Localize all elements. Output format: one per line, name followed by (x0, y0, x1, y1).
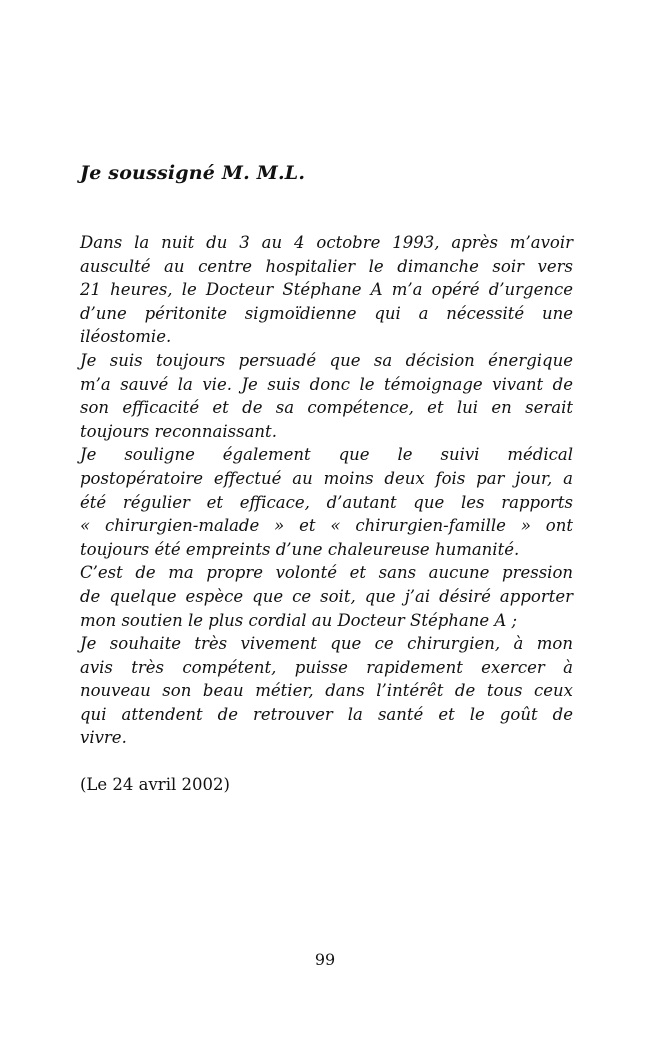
letter-date: (Le 24 avril 2002) (80, 775, 230, 794)
body-line: « chirurgien-malade » et « chirurgien-famille » ont (80, 516, 573, 536)
body-line: m’a sauvé la vie. Je suis donc le témoignage vivant de (80, 374, 573, 394)
body-line: ausculté au centre hospitalier le dimanche soir vers (80, 256, 573, 276)
body-line: de quelque espèce que ce soit, que j’ai désiré apporter (80, 586, 573, 606)
body-line: Je suis toujours persuadé que sa décision énergique (80, 350, 573, 370)
body-line: son efficacité et de sa compétence, et lui en serait (80, 398, 573, 418)
body-line: Je souhaite très vivement que ce chirurgien, à mon (80, 634, 573, 654)
body-line: 21 heures, le Docteur Stéphane A m’a opéré d’urgence (80, 280, 573, 300)
body-line: été régulier et efficace, d’autant que les rapports (80, 492, 573, 512)
body-line: qui attendent de retrouver la santé et le goût de (80, 704, 573, 724)
body-line: iléostomie. (80, 327, 172, 347)
body-line: avis très compétent, puisse rapidement exercer à (80, 657, 573, 677)
body-line: mon soutien le plus cordial au Docteur Stéphane A ; (80, 610, 518, 630)
body-line: C’est de ma propre volonté et sans aucune pression (80, 563, 573, 583)
body-line: vivre. (80, 728, 127, 748)
body-line: Je souligne également que le suivi médical (80, 445, 573, 465)
page-number: 99 (314, 950, 336, 969)
letter-heading: Je soussigné M. M.L. (80, 162, 306, 184)
body-line: postopératoire effectué au moins deux fois par jour, a (80, 468, 573, 488)
body-line: d’une péritonite sigmoïdienne qui a nécessité une (80, 303, 573, 323)
body-line: nouveau son beau métier, dans l’intérêt de tous ceux (80, 681, 573, 701)
body-line: Dans la nuit du 3 au 4 octobre 1993, après m’avoir (80, 233, 573, 252)
body-line: toujours reconnaissant. (80, 421, 277, 441)
body-line: toujours été empreints d’une chaleureuse humanité. (80, 539, 520, 559)
letter-body (80, 231, 573, 750)
